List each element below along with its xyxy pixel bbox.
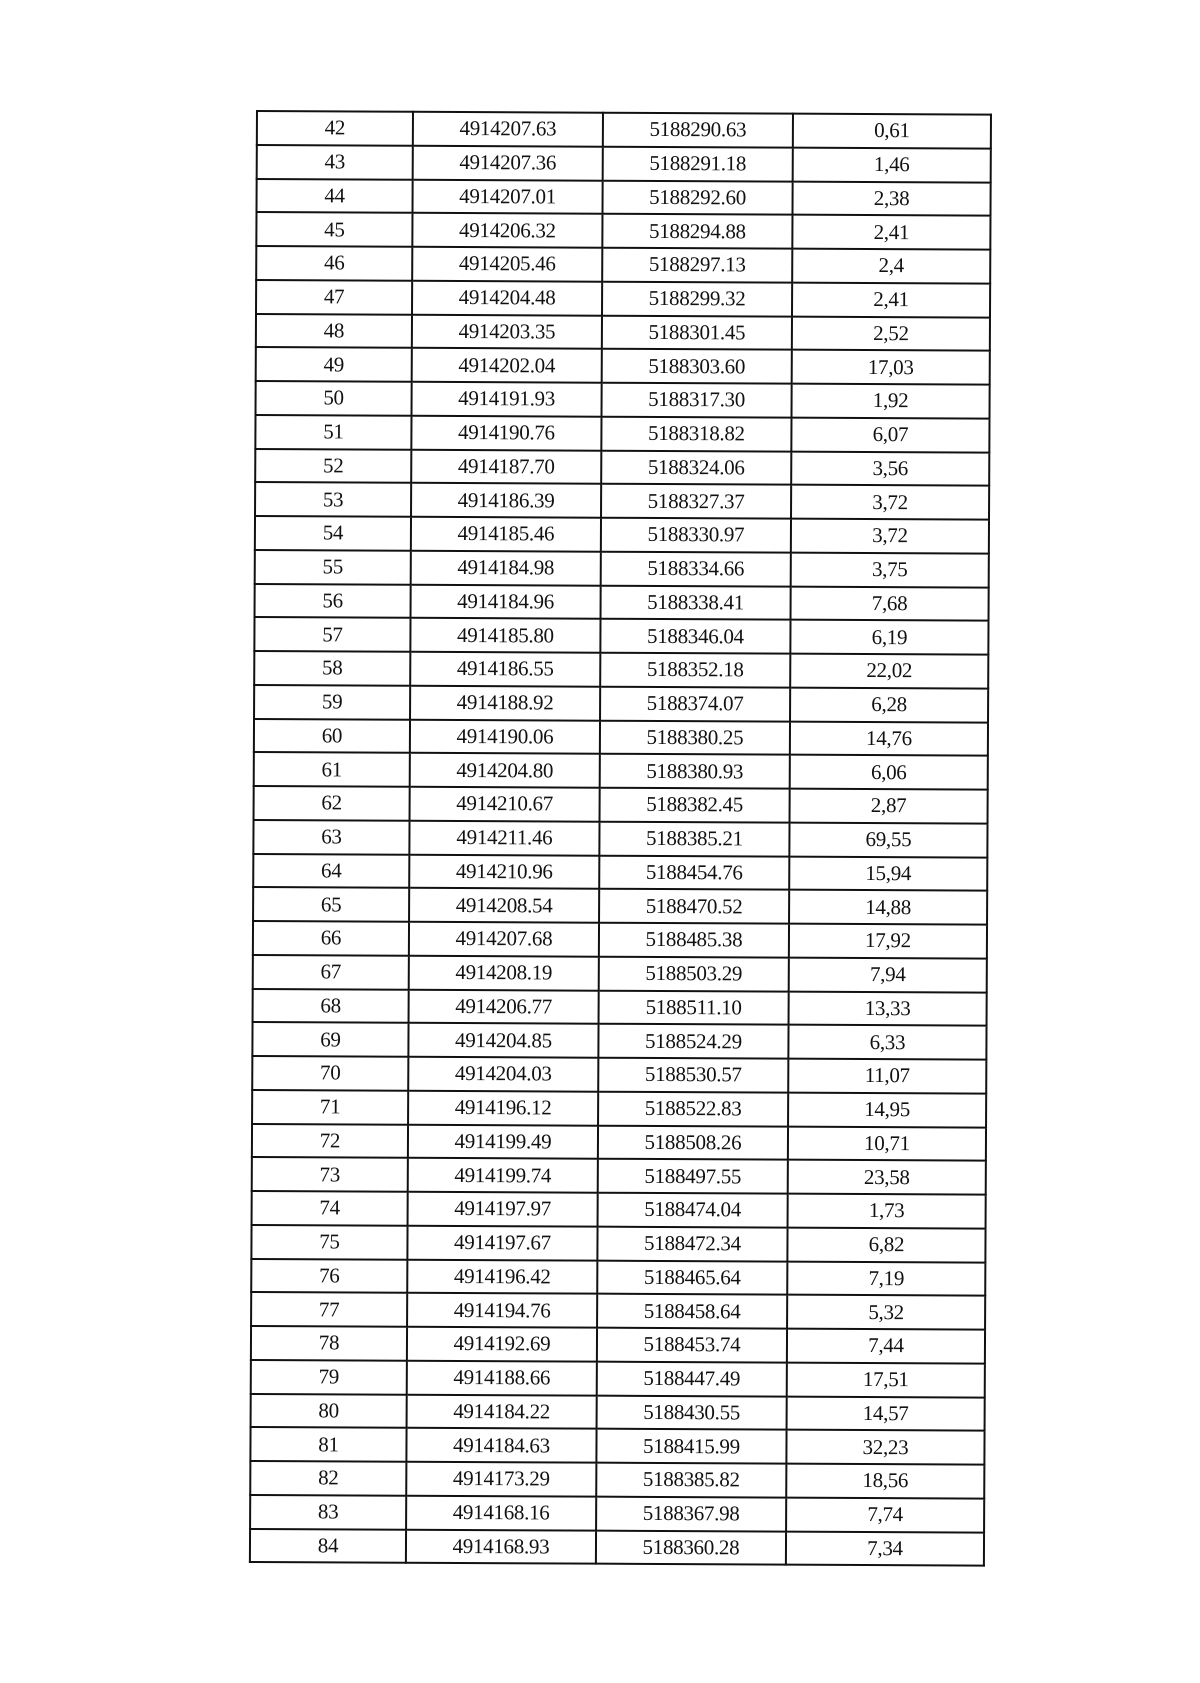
point-number-cell: 48 [256,314,412,349]
y-coordinate-cell: 5188415.99 [596,1429,786,1464]
table-row [255,583,989,620]
y-coordinate-cell: 5188334.66 [601,551,791,586]
table-row [251,1258,985,1295]
x-coordinate-cell: 4914207.63 [413,112,603,147]
distance-cell: 7,94 [789,957,987,992]
x-coordinate-cell: 4914197.97 [408,1192,598,1227]
x-coordinate-cell: 4914208.19 [409,956,599,991]
x-coordinate-cell: 4914168.16 [406,1496,596,1531]
distance-cell: 14,88 [789,890,987,925]
y-coordinate-cell: 5188447.49 [597,1361,787,1396]
x-coordinate-cell: 4914184.22 [407,1394,597,1429]
distance-cell: 14,76 [790,721,988,756]
distance-cell: 2,41 [792,282,990,317]
x-coordinate-cell: 4914186.55 [410,652,600,687]
y-coordinate-cell: 5188327.37 [601,484,791,519]
x-coordinate-cell: 4914194.76 [407,1293,597,1328]
x-coordinate-cell: 4914207.01 [412,179,602,214]
table-row [251,1326,985,1363]
table-row [256,347,990,384]
x-coordinate-cell: 4914205.46 [412,247,602,282]
x-coordinate-cell: 4914185.46 [411,517,601,552]
table-row [253,887,987,924]
y-coordinate-cell: 5188524.29 [598,1024,788,1059]
point-number-cell: 66 [253,921,409,956]
x-coordinate-cell: 4914196.42 [407,1259,597,1294]
y-coordinate-cell: 5188474.04 [598,1193,788,1228]
point-number-cell: 64 [253,853,409,888]
y-coordinate-cell: 5188367.98 [596,1496,786,1531]
coordinates-table-body [250,111,991,1566]
x-coordinate-cell: 4914199.74 [408,1158,598,1193]
y-coordinate-cell: 5188292.60 [602,180,792,215]
y-coordinate-cell: 5188303.60 [602,349,792,384]
table-row [256,280,990,317]
x-coordinate-cell: 4914204.80 [410,753,600,788]
x-coordinate-cell: 4914202.04 [412,348,602,383]
table-row [250,1528,984,1565]
y-coordinate-cell: 5188380.25 [600,720,790,755]
x-coordinate-cell: 4914210.67 [410,787,600,822]
distance-cell: 14,95 [788,1092,986,1127]
point-number-cell: 60 [254,718,410,753]
distance-cell: 69,55 [789,822,987,857]
y-coordinate-cell: 5188318.82 [601,416,791,451]
point-number-cell: 51 [255,415,411,450]
y-coordinate-cell: 5188297.13 [602,248,792,283]
y-coordinate-cell: 5188453.74 [597,1328,787,1363]
table-row [251,1225,985,1262]
distance-cell: 6,07 [791,417,989,452]
x-coordinate-cell: 4914197.67 [407,1226,597,1261]
x-coordinate-cell: 4914187.70 [411,449,601,484]
point-number-cell: 81 [250,1427,406,1462]
table-row [257,179,991,216]
table-row [252,1191,986,1228]
x-coordinate-cell: 4914184.63 [406,1428,596,1463]
distance-cell: 3,72 [791,519,989,554]
point-number-cell: 50 [256,381,412,416]
point-number-cell: 44 [257,179,413,214]
y-coordinate-cell: 5188301.45 [602,315,792,350]
y-coordinate-cell: 5188380.93 [600,754,790,789]
distance-cell: 7,44 [787,1329,985,1364]
point-number-cell: 55 [255,550,411,585]
x-coordinate-cell: 4914204.48 [412,281,602,316]
table-row [255,449,989,486]
x-coordinate-cell: 4914211.46 [409,821,599,856]
point-number-cell: 62 [254,786,410,821]
y-coordinate-cell: 5188291.18 [603,146,793,181]
x-coordinate-cell: 4914208.54 [409,888,599,923]
y-coordinate-cell: 5188382.45 [600,788,790,823]
table-row [257,111,991,148]
table-row [253,988,987,1025]
x-coordinate-cell: 4914186.39 [411,483,601,518]
point-number-cell: 75 [251,1225,407,1260]
x-coordinate-cell: 4914188.92 [410,686,600,721]
point-number-cell: 84 [250,1528,406,1563]
distance-cell: 2,4 [792,249,990,284]
table-row [251,1393,985,1430]
distance-cell: 17,51 [787,1362,985,1397]
x-coordinate-cell: 4914190.76 [411,416,601,451]
table-row [252,1123,986,1160]
y-coordinate-cell: 5188338.41 [601,585,791,620]
y-coordinate-cell: 5188374.07 [600,686,790,721]
distance-cell: 1,73 [788,1194,986,1229]
table-row [256,246,990,283]
table-row [254,752,988,789]
table-row [253,820,987,857]
x-coordinate-cell: 4914184.96 [411,584,601,619]
distance-cell: 3,75 [791,552,989,587]
coordinates-table [249,110,992,1567]
distance-cell: 1,92 [792,384,990,419]
table-row [252,1056,986,1093]
point-number-cell: 70 [252,1056,408,1091]
y-coordinate-cell: 5188324.06 [601,450,791,485]
point-number-cell: 49 [256,347,412,382]
y-coordinate-cell: 5188497.55 [598,1159,788,1194]
point-number-cell: 59 [254,685,410,720]
y-coordinate-cell: 5188294.88 [602,214,792,249]
table-row [250,1427,984,1464]
distance-cell: 17,92 [789,924,987,959]
table-row [250,1461,984,1498]
y-coordinate-cell: 5188465.64 [597,1260,787,1295]
y-coordinate-cell: 5188330.97 [601,518,791,553]
distance-cell: 6,28 [790,687,988,722]
distance-cell: 18,56 [786,1464,984,1499]
distance-cell: 23,58 [788,1160,986,1195]
point-number-cell: 77 [251,1292,407,1327]
point-number-cell: 45 [256,212,412,247]
table-row [254,718,988,755]
x-coordinate-cell: 4914185.80 [410,618,600,653]
distance-cell: 2,38 [792,181,990,216]
distance-cell: 7,74 [786,1497,984,1532]
x-coordinate-cell: 4914206.32 [412,213,602,248]
y-coordinate-cell: 5188458.64 [597,1294,787,1329]
table-row [256,314,990,351]
distance-cell: 10,71 [788,1126,986,1161]
y-coordinate-cell: 5188385.21 [599,821,789,856]
x-coordinate-cell: 4914196.12 [408,1091,598,1126]
table-row [254,786,988,823]
x-coordinate-cell: 4914173.29 [406,1462,596,1497]
point-number-cell: 69 [252,1022,408,1057]
table-row [254,685,988,722]
table-row [252,1090,986,1127]
distance-cell: 11,07 [788,1059,986,1094]
y-coordinate-cell: 5188346.04 [600,619,790,654]
table-row [252,1022,986,1059]
x-coordinate-cell: 4914210.96 [409,854,599,889]
point-number-cell: 43 [257,145,413,180]
y-coordinate-cell: 5188290.63 [603,113,793,148]
distance-cell: 2,52 [792,316,990,351]
y-coordinate-cell: 5188508.26 [598,1125,788,1160]
point-number-cell: 76 [251,1258,407,1293]
point-number-cell: 46 [256,246,412,281]
y-coordinate-cell: 5188352.18 [600,653,790,688]
x-coordinate-cell: 4914168.93 [406,1529,596,1564]
distance-cell: 22,02 [790,654,988,689]
table-row [254,617,988,654]
point-number-cell: 47 [256,280,412,315]
x-coordinate-cell: 4914199.49 [408,1124,598,1159]
distance-cell: 5,32 [787,1295,985,1330]
distance-cell: 7,19 [787,1261,985,1296]
y-coordinate-cell: 5188317.30 [602,383,792,418]
distance-cell: 0,61 [793,114,991,149]
distance-cell: 6,33 [788,1025,986,1060]
table-row [255,516,989,553]
point-number-cell: 54 [255,516,411,551]
point-number-cell: 58 [254,651,410,686]
point-number-cell: 73 [252,1157,408,1192]
y-coordinate-cell: 5188530.57 [598,1058,788,1093]
distance-cell: 2,87 [790,789,988,824]
point-number-cell: 57 [254,617,410,652]
distance-cell: 14,57 [787,1396,985,1431]
point-number-cell: 79 [251,1360,407,1395]
point-number-cell: 42 [257,111,413,146]
point-number-cell: 63 [253,820,409,855]
point-number-cell: 56 [255,583,411,618]
point-number-cell: 74 [252,1191,408,1226]
distance-cell: 15,94 [789,856,987,891]
y-coordinate-cell: 5188360.28 [596,1530,786,1565]
y-coordinate-cell: 5188511.10 [599,990,789,1025]
point-number-cell: 83 [250,1495,406,1530]
y-coordinate-cell: 5188470.52 [599,889,789,924]
distance-cell: 6,06 [790,755,988,790]
x-coordinate-cell: 4914206.77 [409,989,599,1024]
table-row [250,1495,984,1532]
x-coordinate-cell: 4914204.03 [408,1057,598,1092]
point-number-cell: 80 [251,1393,407,1428]
distance-cell: 1,46 [793,147,991,182]
distance-cell: 32,23 [786,1430,984,1465]
point-number-cell: 65 [253,887,409,922]
y-coordinate-cell: 5188485.38 [599,923,789,958]
table-row [251,1360,985,1397]
point-number-cell: 68 [253,988,409,1023]
distance-cell: 17,03 [792,350,990,385]
y-coordinate-cell: 5188385.82 [596,1463,786,1498]
table-row [255,482,989,519]
distance-cell: 6,82 [787,1227,985,1262]
y-coordinate-cell: 5188430.55 [597,1395,787,1430]
point-number-cell: 82 [250,1461,406,1496]
y-coordinate-cell: 5188503.29 [599,956,789,991]
point-number-cell: 53 [255,482,411,517]
x-coordinate-cell: 4914204.85 [408,1023,598,1058]
distance-cell: 3,56 [791,451,989,486]
y-coordinate-cell: 5188454.76 [599,855,789,890]
x-coordinate-cell: 4914203.35 [412,314,602,349]
distance-cell: 7,34 [786,1531,984,1566]
table-row [257,145,991,182]
table-row [254,651,988,688]
x-coordinate-cell: 4914192.69 [407,1327,597,1362]
distance-cell: 3,72 [791,485,989,520]
table-row [251,1292,985,1329]
table-row [255,415,989,452]
point-number-cell: 61 [254,752,410,787]
distance-cell: 2,41 [792,215,990,250]
x-coordinate-cell: 4914191.93 [412,382,602,417]
x-coordinate-cell: 4914190.06 [410,719,600,754]
distance-cell: 6,19 [790,620,988,655]
table-row [256,212,990,249]
x-coordinate-cell: 4914184.98 [411,551,601,586]
point-number-cell: 72 [252,1123,408,1158]
distance-cell: 13,33 [789,991,987,1026]
x-coordinate-cell: 4914207.36 [413,146,603,181]
table-row [252,1157,986,1194]
table-row [253,853,987,890]
y-coordinate-cell: 5188472.34 [597,1226,787,1261]
point-number-cell: 78 [251,1326,407,1361]
distance-cell: 7,68 [791,586,989,621]
y-coordinate-cell: 5188299.32 [602,281,792,316]
table-row [256,381,990,418]
table-row [253,955,987,992]
point-number-cell: 52 [255,449,411,484]
y-coordinate-cell: 5188522.83 [598,1091,788,1126]
point-number-cell: 71 [252,1090,408,1125]
x-coordinate-cell: 4914188.66 [407,1361,597,1396]
point-number-cell: 67 [253,955,409,990]
table-row [255,550,989,587]
x-coordinate-cell: 4914207.68 [409,922,599,957]
table-row [253,921,987,958]
